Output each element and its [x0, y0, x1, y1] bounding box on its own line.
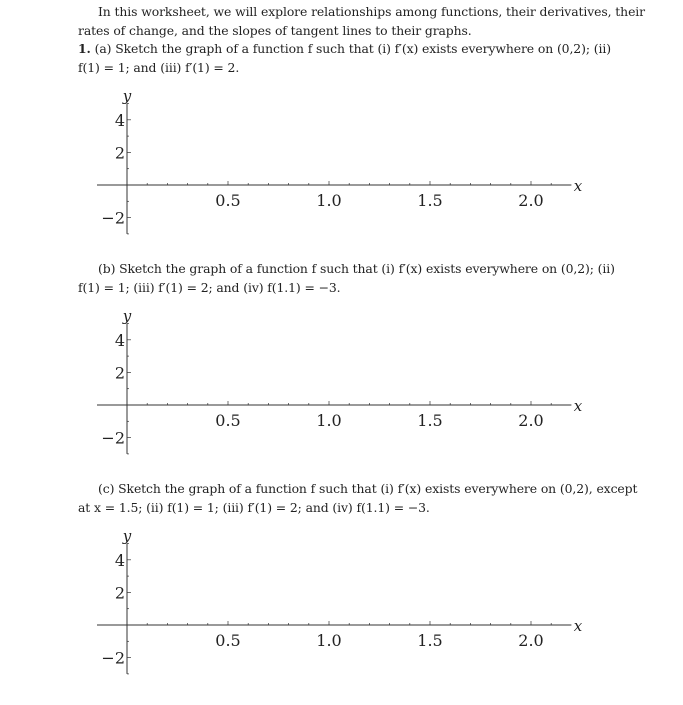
x-tick-label: 1.5	[417, 631, 443, 650]
x-axis-label: x	[573, 397, 583, 415]
x-tick-label: 0.5	[215, 411, 241, 430]
y-axis-label: y	[122, 527, 132, 545]
y-tick-label: 4	[114, 330, 125, 350]
x-axis-label: x	[573, 177, 583, 195]
y-tick-label: −2	[101, 208, 125, 228]
problem-1a-text	[78, 39, 611, 77]
x-tick-label: 2.0	[518, 191, 544, 210]
problem-1b-line-1: (b) Sketch the graph of a function f such that (i) f′(x) exists everywhere on (0,2); (ii)	[98, 261, 615, 276]
y-tick-label: 2	[114, 143, 125, 163]
problem-1b-text	[78, 259, 615, 297]
y-tick-label: 4	[114, 550, 125, 570]
problem-1b-line-2: f(1) = 1; (iii) f′(1) = 2; and (iv) f(1.1) = −3.	[78, 280, 341, 295]
plot-c	[0, 525, 683, 705]
x-tick-label: 1.5	[417, 411, 443, 430]
intro-line-2: rates of change, and the slopes of tangent lines to their graphs.	[78, 23, 472, 38]
x-tick-label: 0.5	[215, 191, 241, 210]
x-tick-label: 2.0	[518, 631, 544, 650]
problem-1c-line-1: (c) Sketch the graph of a function f such that (i) f′(x) exists everywhere on (0,2), except	[98, 481, 638, 496]
problem-1a-line-1: (a) Sketch the graph of a function f such that (i) f′(x) exists everywhere on (0,2); (ii)	[94, 41, 611, 56]
x-tick-label: 1.0	[316, 191, 342, 210]
problem-number: 1.	[78, 41, 91, 56]
y-axis-label: y	[122, 87, 132, 105]
problem-1c-line-2: at x = 1.5; (ii) f(1) = 1; (iii) f′(1) = 2; and (iv) f(1.1) = −3.	[78, 500, 430, 515]
intro-line-1: In this worksheet, we will explore relationships among functions, their derivatives, their	[98, 4, 645, 19]
x-axis-label: x	[573, 617, 583, 635]
y-tick-label: 2	[114, 363, 125, 383]
problem-1a-line-2: f(1) = 1; and (iii) f′(1) = 2.	[78, 60, 240, 75]
y-axis-label: y	[122, 307, 132, 325]
x-tick-label: 2.0	[518, 411, 544, 430]
x-tick-label: 1.5	[417, 191, 443, 210]
y-tick-label: 4	[114, 110, 125, 130]
plot-b	[0, 305, 683, 485]
problem-1c-text	[78, 479, 638, 517]
y-tick-label: 2	[114, 583, 125, 603]
x-tick-label: 0.5	[215, 631, 241, 650]
x-tick-label: 1.0	[316, 411, 342, 430]
y-tick-label: −2	[101, 428, 125, 448]
x-tick-label: 1.0	[316, 631, 342, 650]
plot-a	[0, 85, 683, 265]
intro-paragraph	[78, 2, 645, 40]
y-tick-label: −2	[101, 648, 125, 668]
